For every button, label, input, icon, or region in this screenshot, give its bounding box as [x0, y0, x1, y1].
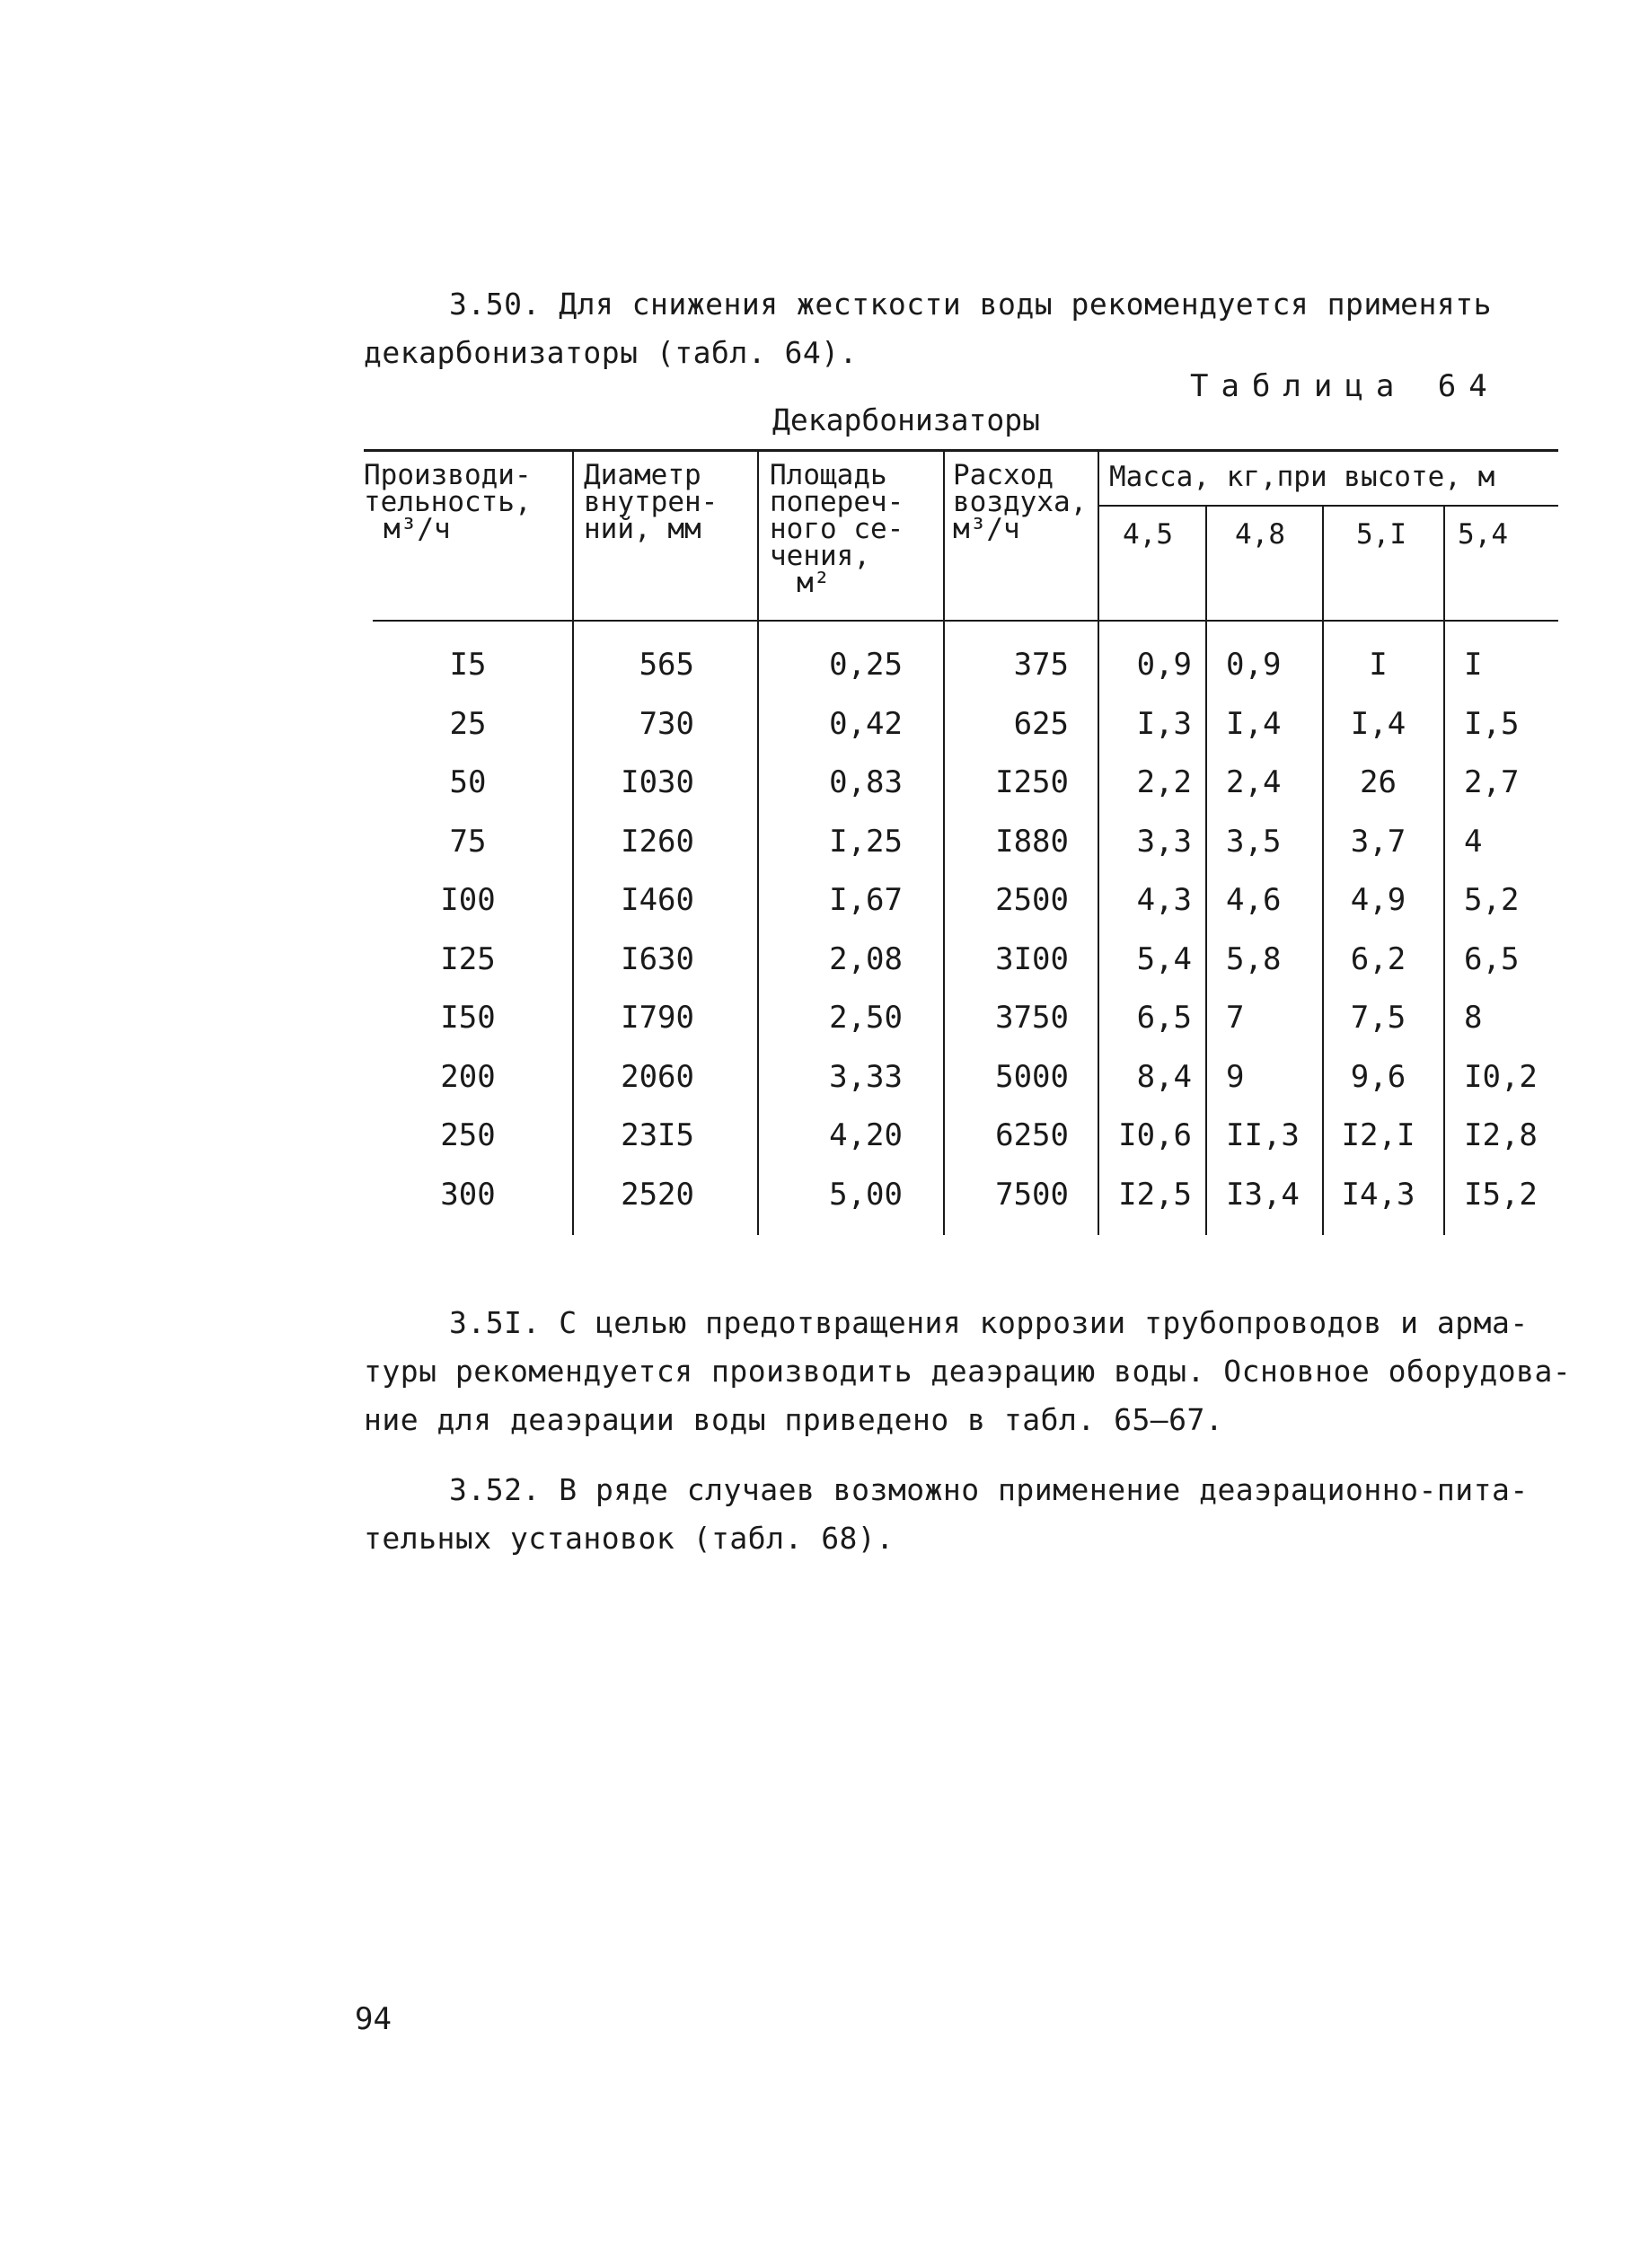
table-cell-r7-c6: 7	[1226, 1000, 1245, 1036]
table-cell-r4-c8: 4	[1464, 823, 1483, 860]
table-cell-r3-c4: I250	[995, 764, 1069, 800]
paragraph-3-50-line-2: декарбонизаторы (табл. 64).	[364, 335, 858, 370]
table-cell-r4-c3: I,25	[829, 823, 903, 860]
paragraph-3-51-line-1: 3.5I. С целью предотвращения коррозии трубопроводов и арма-	[449, 1305, 1529, 1340]
table-cell-r7-c8: 8	[1464, 1000, 1483, 1036]
header-productivity-line-1: Производи-	[364, 459, 532, 491]
table-cell-r3-c3: 0,83	[829, 764, 903, 800]
table-cell-r6-c2: I630	[621, 940, 694, 977]
table-cell-r5-c4: 2500	[995, 882, 1069, 918]
table-cell-r2-c4: 625	[1013, 705, 1069, 742]
col-divider-1	[572, 449, 574, 1235]
table-cell-r2-c8: I,5	[1464, 705, 1520, 742]
paragraph-3-51	[364, 1299, 1594, 1444]
header-area-line-5: м²	[797, 567, 831, 599]
table-cell-r5-c1: I00	[440, 882, 496, 918]
col-divider-4	[1098, 449, 1099, 1235]
table-cell-r2-c5: I,3	[1136, 705, 1192, 742]
page-number: 94	[355, 2001, 392, 2037]
header-air-flow	[953, 459, 1088, 545]
table-cell-r8-c6: 9	[1226, 1058, 1245, 1095]
table-cell-r6-c3: 2,08	[829, 940, 903, 977]
table-cell-r7-c1: I50	[440, 1000, 496, 1036]
table-cell-r8-c7: 9,6	[1350, 1058, 1406, 1095]
table-cell-r10-c7: I4,3	[1341, 1176, 1415, 1213]
paragraph-3-52-line-1: 3.52. В ряде случаев возможно применение деаэрационно-пита-	[449, 1472, 1529, 1507]
header-height-1: 4,5	[1123, 518, 1173, 551]
table-cell-r4-c5: 3,3	[1136, 823, 1192, 860]
table-cell-r4-c2: I260	[621, 823, 694, 860]
table-cell-r6-c1: I25	[440, 940, 496, 977]
table-cell-r5-c5: 4,3	[1136, 882, 1192, 918]
table-cell-r1-c3: 0,25	[829, 647, 903, 683]
table-cell-r4-c6: 3,5	[1226, 823, 1282, 860]
col-divider-2	[757, 449, 759, 1235]
header-productivity-line-3: м³/ч	[384, 513, 451, 545]
table-cell-r1-c8: I	[1464, 647, 1483, 683]
header-area-line-3: ного се-	[770, 513, 904, 545]
table-cell-r10-c3: 5,00	[829, 1176, 903, 1213]
table-cell-r8-c4: 5000	[995, 1058, 1069, 1095]
table-cell-r2-c7: I,4	[1350, 705, 1406, 742]
table-cell-r3-c6: 2,4	[1226, 764, 1282, 800]
table-cell-r10-c6: I3,4	[1226, 1176, 1300, 1213]
table-cell-r5-c6: 4,6	[1226, 882, 1282, 918]
table-cell-r3-c1: 50	[449, 764, 487, 800]
paragraph-3-50-line-1: 3.50. Для снижения жесткости воды рекомендуется применять	[449, 287, 1492, 322]
col-divider-7	[1443, 507, 1445, 1235]
table-cell-r2-c1: 25	[449, 705, 487, 742]
table-cell-r6-c8: 6,5	[1464, 940, 1520, 977]
table-number-label: Таблица 64	[1190, 368, 1500, 404]
table-cell-r9-c2: 23I5	[621, 1117, 694, 1153]
table-cell-r5-c7: 4,9	[1350, 882, 1406, 918]
table-cell-r6-c6: 5,8	[1226, 940, 1282, 977]
table-cell-r5-c2: I460	[621, 882, 694, 918]
paragraph-3-50	[364, 280, 1594, 377]
table-cell-r10-c4: 7500	[995, 1176, 1069, 1213]
table-cell-r1-c1: I5	[449, 647, 487, 683]
col-divider-3	[943, 449, 945, 1235]
header-diameter-line-2: внутрен-	[584, 486, 719, 518]
header-mass-group: Масса, кг,при высоте, м	[1109, 461, 1495, 493]
header-height-4: 5,4	[1458, 518, 1508, 551]
paragraph-3-51-line-3: ние для деаэрации воды приведено в табл. 65–67.	[364, 1402, 1224, 1437]
table-cell-r7-c7: 7,5	[1350, 1000, 1406, 1036]
table-cell-r7-c4: 3750	[995, 1000, 1069, 1036]
table-cell-r6-c7: 6,2	[1350, 940, 1406, 977]
header-area-line-4: чения,	[770, 540, 870, 572]
table-cell-r1-c5: 0,9	[1136, 647, 1192, 683]
mass-group-rule	[1098, 505, 1558, 507]
header-productivity	[364, 459, 532, 545]
table-cell-r4-c1: 75	[449, 823, 487, 860]
table-cell-r4-c4: I880	[995, 823, 1069, 860]
table-cell-r3-c7: 26	[1360, 764, 1397, 800]
decarbonizers-table	[364, 449, 1558, 1240]
header-productivity-line-2: тельность,	[364, 486, 532, 518]
table-cell-r2-c6: I,4	[1226, 705, 1282, 742]
col-divider-5	[1205, 507, 1207, 1235]
table-cell-r3-c5: 2,2	[1136, 764, 1192, 800]
table-cell-r5-c8: 5,2	[1464, 882, 1520, 918]
header-air-flow-line-3: м³/ч	[953, 513, 1020, 545]
table-cell-r9-c6: II,3	[1226, 1117, 1300, 1153]
table-cell-r9-c5: I0,6	[1118, 1117, 1192, 1153]
table-cell-r10-c2: 2520	[621, 1176, 694, 1213]
table-title: Декарбонизаторы	[772, 402, 1041, 437]
table-cell-r1-c4: 375	[1013, 647, 1069, 683]
table-cell-r8-c3: 3,33	[829, 1058, 903, 1095]
table-cell-r9-c4: 6250	[995, 1117, 1069, 1153]
header-air-flow-line-2: воздуха,	[953, 486, 1088, 518]
table-cell-r5-c3: I,67	[829, 882, 903, 918]
header-area-line-1: Площадь	[770, 459, 887, 491]
table-cell-r8-c1: 200	[440, 1058, 496, 1095]
header-diameter-line-3: ний, мм	[584, 513, 701, 545]
table-top-rule	[364, 449, 1558, 452]
table-cell-r3-c8: 2,7	[1464, 764, 1520, 800]
table-cell-r8-c8: I0,2	[1464, 1058, 1538, 1095]
header-height-3: 5,I	[1356, 518, 1406, 551]
header-diameter-line-1: Диаметр	[584, 459, 701, 491]
table-cell-r2-c2: 730	[639, 705, 694, 742]
table-cell-r6-c4: 3I00	[995, 940, 1069, 977]
table-cell-r6-c5: 5,4	[1136, 940, 1192, 977]
table-cell-r7-c2: I790	[621, 1000, 694, 1036]
header-bottom-rule	[373, 620, 1558, 622]
table-cell-r1-c2: 565	[639, 647, 694, 683]
table-cell-r9-c3: 4,20	[829, 1117, 903, 1153]
header-area	[770, 459, 904, 599]
table-cell-r9-c8: I2,8	[1464, 1117, 1538, 1153]
table-cell-r3-c2: I030	[621, 764, 694, 800]
table-cell-r10-c1: 300	[440, 1176, 496, 1213]
table-cell-r10-c8: I5,2	[1464, 1176, 1538, 1213]
table-cell-r7-c3: 2,50	[829, 1000, 903, 1036]
table-cell-r8-c5: 8,4	[1136, 1058, 1192, 1095]
table-cell-r9-c1: 250	[440, 1117, 496, 1153]
paragraph-3-52-line-2: тельных установок (табл. 68).	[364, 1521, 895, 1556]
header-height-2: 4,8	[1235, 518, 1285, 551]
table-cell-r4-c7: 3,7	[1350, 823, 1406, 860]
table-cell-r1-c7: I	[1369, 647, 1388, 683]
table-cell-r8-c2: 2060	[621, 1058, 694, 1095]
table-cell-r2-c3: 0,42	[829, 705, 903, 742]
header-area-line-2: попереч-	[770, 486, 904, 518]
paragraph-3-51-line-2: туры рекомендуется производить деаэрацию воды. Основное оборудова-	[364, 1354, 1572, 1389]
table-cell-r10-c5: I2,5	[1118, 1176, 1192, 1213]
table-cell-r9-c7: I2,I	[1341, 1117, 1415, 1153]
header-diameter	[584, 459, 719, 545]
header-air-flow-line-1: Расход	[953, 459, 1054, 491]
table-cell-r1-c6: 0,9	[1226, 647, 1282, 683]
table-cell-r7-c5: 6,5	[1136, 1000, 1192, 1036]
paragraph-3-52	[364, 1466, 1594, 1563]
